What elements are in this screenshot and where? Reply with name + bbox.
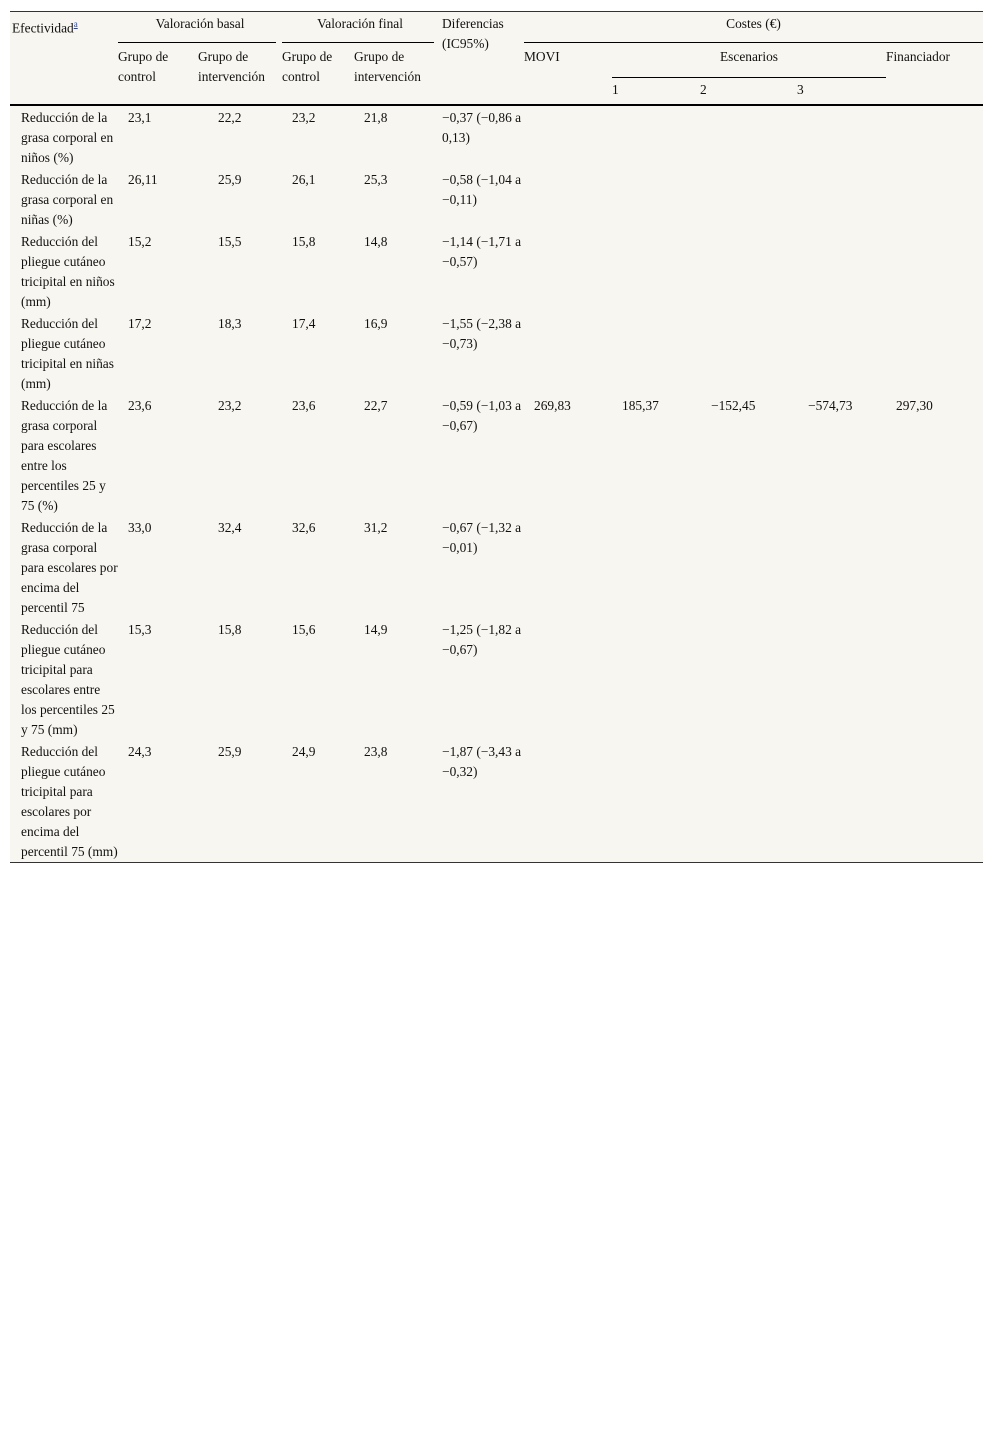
header-efectividad — [10, 12, 118, 106]
header-basal-intervencion: Grupo de intervención — [198, 49, 265, 84]
basal-intervencion: 32,4 — [218, 520, 242, 535]
basal-intervencion: 18,3 — [218, 316, 242, 331]
coste-financiador — [886, 740, 983, 862]
header-escenario-3: 3 — [797, 82, 804, 97]
table-row — [10, 105, 983, 168]
basal-control: 23,1 — [128, 110, 152, 125]
diferencias: −0,37 (−0,86 a 0,13) — [442, 110, 522, 145]
row-label: Reducción del pliegue cutáneo tricipital en niños (mm) — [21, 234, 115, 309]
diferencias: −0,67 (−1,32 a −0,01) — [442, 520, 522, 555]
coste-financiador — [886, 230, 983, 312]
header-escenario-1: 1 — [612, 82, 619, 97]
header-basal-control: Grupo de control — [118, 49, 169, 84]
coste-escenario-2 — [701, 230, 798, 312]
coste-escenario-1 — [612, 168, 701, 230]
coste-escenario-3 — [798, 740, 886, 862]
coste-escenario-1 — [612, 516, 701, 618]
coste-escenario-3 — [798, 516, 886, 618]
final-control: 24,9 — [292, 744, 316, 759]
header-valoracion-basal: Valoración basal — [155, 16, 245, 31]
table-wrapper — [10, 11, 983, 863]
coste-escenario-2 — [701, 516, 798, 618]
final-control: 26,1 — [292, 172, 316, 187]
table-bottom-rule — [10, 862, 983, 863]
final-intervencion: 21,8 — [364, 110, 388, 125]
header-efectividad-label: Efectividad — [12, 20, 74, 36]
basal-control: 15,2 — [128, 234, 152, 249]
final-control: 15,8 — [292, 234, 316, 249]
coste-escenario-2 — [701, 312, 798, 394]
table-row — [10, 168, 983, 230]
header-financiador: Financiador — [886, 49, 950, 64]
table-row — [10, 516, 983, 618]
coste-movi — [524, 740, 612, 862]
coste-escenario-2: −152,45 — [711, 398, 756, 413]
coste-movi: 269,83 — [534, 398, 571, 413]
cost-effectiveness-table — [10, 11, 983, 862]
final-intervencion: 16,9 — [364, 316, 388, 331]
coste-financiador: 297,30 — [896, 398, 933, 413]
basal-intervencion: 15,8 — [218, 622, 242, 637]
row-label: Reducción del pliegue cutáneo tricipital para escolares entre los percentiles 25 y 75 (mm) — [21, 622, 115, 737]
basal-control: 23,6 — [128, 398, 152, 413]
header-costes: Costes (€) — [726, 16, 781, 31]
final-control: 23,6 — [292, 398, 316, 413]
coste-escenario-1: 185,37 — [622, 398, 659, 413]
row-label: Reducción de la grasa corporal en niños (%) — [21, 110, 114, 165]
coste-financiador — [886, 516, 983, 618]
table-body — [10, 105, 983, 862]
coste-escenario-2 — [701, 105, 798, 168]
row-label: Reducción del pliegue cutáneo tricipital para escolares por encima del percentil 75 (mm) — [21, 744, 118, 859]
coste-escenario-3 — [798, 230, 886, 312]
diferencias: −0,58 (−1,04 a −0,11) — [442, 172, 522, 207]
header-valoracion-final: Valoración final — [317, 16, 403, 31]
coste-movi — [524, 105, 612, 168]
coste-escenario-3 — [798, 618, 886, 740]
diferencias: −1,87 (−3,43 a −0,32) — [442, 744, 522, 779]
coste-escenario-1 — [612, 740, 701, 862]
table-row — [10, 230, 983, 312]
basal-intervencion: 25,9 — [218, 172, 242, 187]
table-row — [10, 394, 983, 516]
coste-escenario-3 — [798, 105, 886, 168]
basal-control: 15,3 — [128, 622, 152, 637]
coste-escenario-1 — [612, 105, 701, 168]
final-control: 17,4 — [292, 316, 316, 331]
diferencias: −1,25 (−1,82 a −0,67) — [442, 622, 522, 657]
row-label: Reducción del pliegue cutáneo tricipital en niñas (mm) — [21, 316, 114, 391]
coste-movi — [524, 618, 612, 740]
basal-intervencion: 23,2 — [218, 398, 242, 413]
coste-financiador — [886, 168, 983, 230]
basal-intervencion: 25,9 — [218, 744, 242, 759]
coste-movi — [524, 516, 612, 618]
final-intervencion: 14,9 — [364, 622, 388, 637]
basal-control: 24,3 — [128, 744, 152, 759]
final-intervencion: 14,8 — [364, 234, 388, 249]
coste-escenario-2 — [701, 618, 798, 740]
coste-escenario-1 — [612, 312, 701, 394]
final-intervencion: 31,2 — [364, 520, 388, 535]
coste-financiador — [886, 312, 983, 394]
header-movi: MOVI — [524, 49, 560, 64]
coste-escenario-3 — [798, 312, 886, 394]
coste-escenario-2 — [701, 168, 798, 230]
final-intervencion: 22,7 — [364, 398, 388, 413]
header-final-intervencion: Grupo de intervención — [354, 49, 421, 84]
basal-control: 17,2 — [128, 316, 152, 331]
diferencias: −0,59 (−1,03 a −0,67) — [442, 398, 522, 433]
coste-movi — [524, 230, 612, 312]
row-label: Reducción de la grasa corporal en niñas (%) — [21, 172, 114, 227]
coste-escenario-1 — [612, 618, 701, 740]
row-label: Reducción de la grasa corporal para escolares por encima del percentil 75 — [21, 520, 118, 615]
footnote-link[interactable]: a — [73, 19, 78, 29]
coste-escenario-2 — [701, 740, 798, 862]
final-control: 32,6 — [292, 520, 316, 535]
coste-escenario-3: −574,73 — [808, 398, 853, 413]
final-intervencion: 25,3 — [364, 172, 388, 187]
coste-escenario-1 — [612, 230, 701, 312]
basal-control: 26,11 — [128, 172, 158, 187]
final-control: 23,2 — [292, 110, 316, 125]
table-row — [10, 618, 983, 740]
basal-intervencion: 22,2 — [218, 110, 242, 125]
final-intervencion: 23,8 — [364, 744, 388, 759]
basal-control: 33,0 — [128, 520, 152, 535]
coste-movi — [524, 168, 612, 230]
basal-intervencion: 15,5 — [218, 234, 242, 249]
header-escenarios: Escenarios — [720, 49, 779, 64]
coste-financiador — [886, 618, 983, 740]
coste-movi — [524, 312, 612, 394]
row-label: Reducción de la grasa corporal para escolares entre los percentiles 25 y 75 (%) — [21, 398, 108, 513]
header-diferencias: Diferencias (IC95%) — [438, 12, 524, 106]
header-final-control: Grupo de control — [282, 49, 333, 84]
diferencias: −1,55 (−2,38 a −0,73) — [442, 316, 522, 351]
table-row — [10, 740, 983, 862]
diferencias: −1,14 (−1,71 a −0,57) — [442, 234, 522, 269]
header-escenario-2: 2 — [700, 82, 707, 97]
table-row — [10, 312, 983, 394]
final-control: 15,6 — [292, 622, 316, 637]
coste-escenario-3 — [798, 168, 886, 230]
coste-financiador — [886, 105, 983, 168]
